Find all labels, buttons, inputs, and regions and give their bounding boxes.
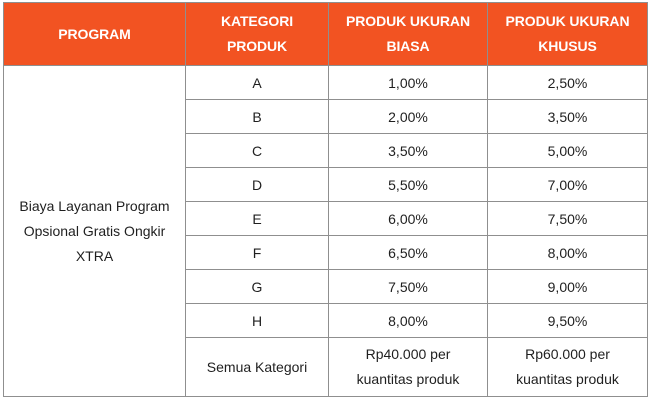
category-cell: G bbox=[186, 270, 329, 304]
program-name-line1: Biaya Layanan Program bbox=[19, 197, 170, 214]
special-fee-cell: 7,00% bbox=[488, 168, 648, 202]
fee-table bbox=[3, 2, 648, 397]
category-cell: D bbox=[186, 168, 329, 202]
program-name-cell bbox=[4, 66, 186, 397]
special-fee-cell: 7,50% bbox=[488, 202, 648, 236]
special-fee-cell: 9,50% bbox=[488, 304, 648, 338]
category-cell: C bbox=[186, 134, 329, 168]
special-fee-cell: 2,50% bbox=[488, 66, 648, 100]
header-program-label: PROGRAM bbox=[58, 25, 131, 42]
header-program bbox=[4, 3, 186, 66]
header-row bbox=[4, 3, 648, 66]
regular-fee-cell: 8,00% bbox=[329, 304, 488, 338]
header-regular-line2: BIASA bbox=[386, 38, 430, 54]
regular-fee-cell: 6,50% bbox=[329, 236, 488, 270]
program-name-line3: XTRA bbox=[75, 247, 114, 264]
special-fee-cell: 9,00% bbox=[488, 270, 648, 304]
all-categories-regular-line2: kuantitas produk bbox=[356, 371, 460, 387]
category-cell: B bbox=[186, 100, 329, 134]
regular-fee-cell: 2,00% bbox=[329, 100, 488, 134]
category-cell: A bbox=[186, 66, 329, 100]
regular-fee-cell: 7,50% bbox=[329, 270, 488, 304]
header-special-line2: KHUSUS bbox=[538, 38, 597, 54]
regular-fee-cell: 5,50% bbox=[329, 168, 488, 202]
category-cell: E bbox=[186, 202, 329, 236]
special-fee-cell: 3,50% bbox=[488, 100, 648, 134]
all-categories-regular-fee bbox=[329, 338, 488, 397]
special-fee-cell: 8,00% bbox=[488, 236, 648, 270]
header-category-line1: KATEGORI bbox=[220, 13, 294, 29]
header-category bbox=[186, 3, 329, 66]
all-categories-special-line2: kuantitas produk bbox=[516, 371, 619, 387]
program-name-line2: Opsional Gratis Ongkir bbox=[23, 222, 166, 239]
header-special-size bbox=[488, 3, 648, 66]
table-row bbox=[4, 66, 648, 100]
all-categories-special-line1: Rp60.000 per bbox=[525, 346, 610, 362]
category-cell: F bbox=[186, 236, 329, 270]
header-special-line1: PRODUK UKURAN bbox=[505, 13, 630, 29]
regular-fee-cell: 3,50% bbox=[329, 134, 488, 168]
header-regular-line1: PRODUK UKURAN bbox=[346, 13, 470, 29]
regular-fee-cell: 1,00% bbox=[329, 66, 488, 100]
header-regular-size bbox=[329, 3, 488, 66]
special-fee-cell: 5,00% bbox=[488, 134, 648, 168]
regular-fee-cell: 6,00% bbox=[329, 202, 488, 236]
all-categories-regular-line1: Rp40.000 per bbox=[365, 346, 451, 362]
category-cell: H bbox=[186, 304, 329, 338]
all-categories-label: Semua Kategori bbox=[186, 338, 329, 397]
header-category-line2: PRODUK bbox=[226, 38, 288, 54]
all-categories-special-fee bbox=[488, 338, 648, 397]
